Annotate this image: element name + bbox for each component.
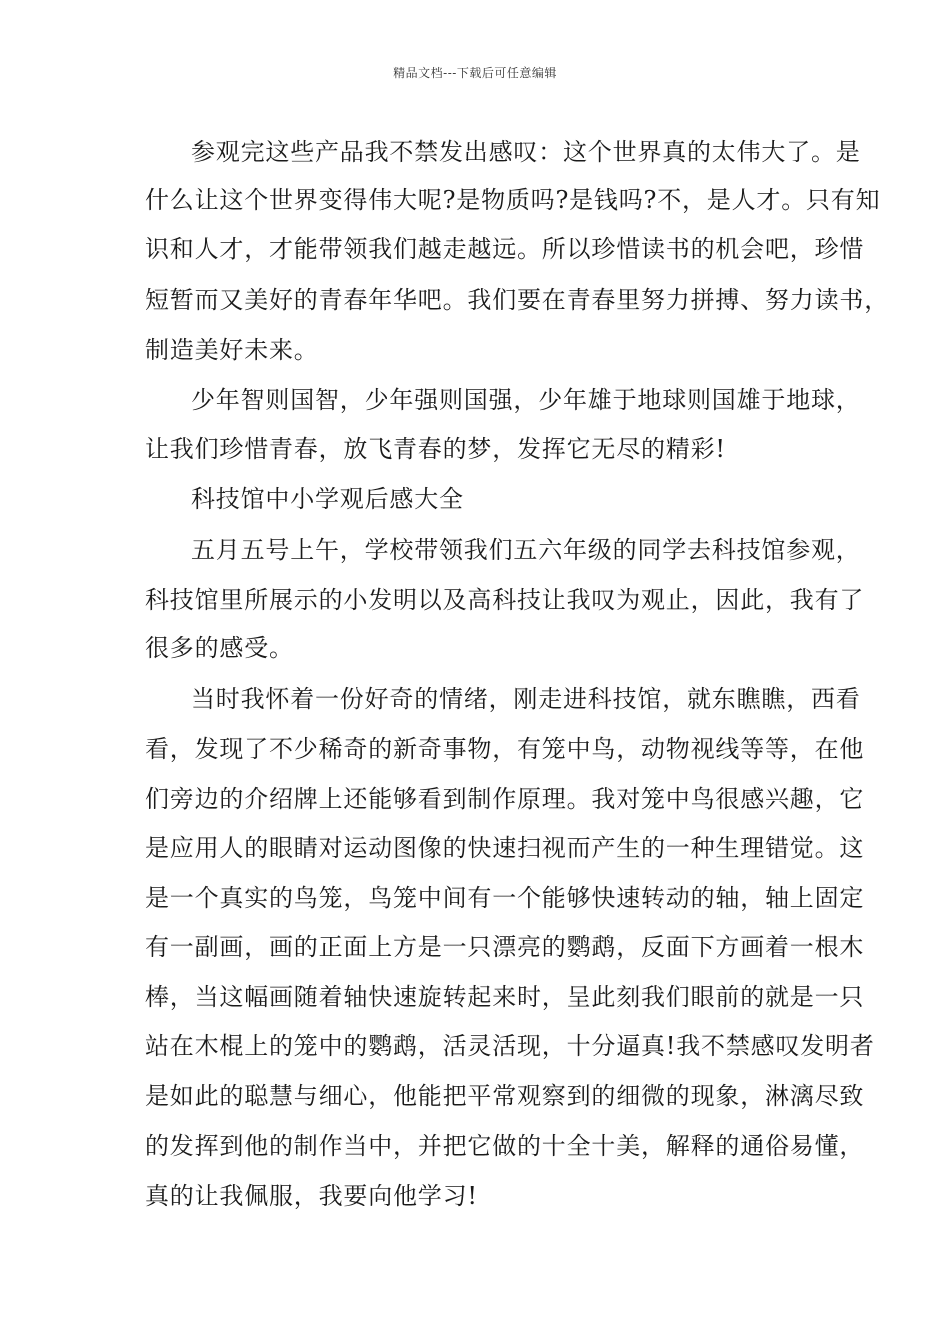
text-line: 很多的感受。	[145, 634, 294, 662]
text-line: 看，发现了不少稀奇的新奇事物，有笼中鸟，动物视线等等，在他	[145, 735, 865, 763]
text-line: 识和人才，才能带领我们越走越远。所以珍惜读书的机会吧，珍惜	[145, 235, 865, 263]
text-line: 有一副画，画的正面上方是一只漂亮的鹦鹉，反面下方画着一根木	[145, 933, 865, 961]
text-line: 的发挥到他的制作当中，并把它做的十全十美，解释的通俗易懂，	[145, 1132, 865, 1160]
text-line: 制造美好未来。	[145, 336, 319, 364]
text-line: 是如此的聪慧与细心，他能把平常观察到的细微的现象，淋漓尽致	[145, 1082, 865, 1110]
text-line: 少年智则国智，少年强则国强，少年雄于地球则国雄于地球，	[191, 386, 861, 414]
text-line: 棒，当这幅画随着轴快速旋转起来时，呈此刻我们眼前的就是一只	[145, 983, 865, 1011]
text-line: 真的让我佩服，我要向他学习!	[145, 1182, 478, 1210]
text-line: 是应用人的眼睛对运动图像的快速扫视而产生的一种生理错觉。这	[145, 834, 865, 862]
text-line: 当时我怀着一份好奇的情绪，刚走进科技馆，就东瞧瞧，西看	[191, 685, 861, 713]
text-line: 站在木棍上的笼中的鹦鹉，活灵活现，十分逼真!我不禁感叹发明者	[145, 1032, 875, 1060]
text-line: 是一个真实的鸟笼，鸟笼中间有一个能够快速转动的轴，轴上固定	[145, 884, 865, 912]
text-line: 们旁边的介绍牌上还能够看到制作原理。我对笼中鸟很感兴趣，它	[145, 785, 865, 813]
text-line: 什么让这个世界变得伟大呢?是物质吗?是钱吗?不，是人才。只有知	[145, 186, 881, 214]
text-line: 参观完这些产品我不禁发出感叹：这个世界真的太伟大了。是	[191, 138, 861, 166]
page-header: 精品文档---下载后可任意编辑	[393, 66, 557, 80]
text-line: 短暂而又美好的青春年华吧。我们要在青春里努力拼搏、努力读书，	[145, 286, 889, 314]
text-line: 五月五号上午，学校带领我们五六年级的同学去科技馆参观，	[191, 536, 861, 564]
section-heading: 科技馆中小学观后感大全	[191, 485, 464, 513]
text-line: 科技馆里所展示的小发明以及高科技让我叹为观止，因此，我有了	[145, 586, 865, 614]
text-line: 让我们珍惜青春，放飞青春的梦，发挥它无尽的精彩!	[145, 435, 726, 463]
